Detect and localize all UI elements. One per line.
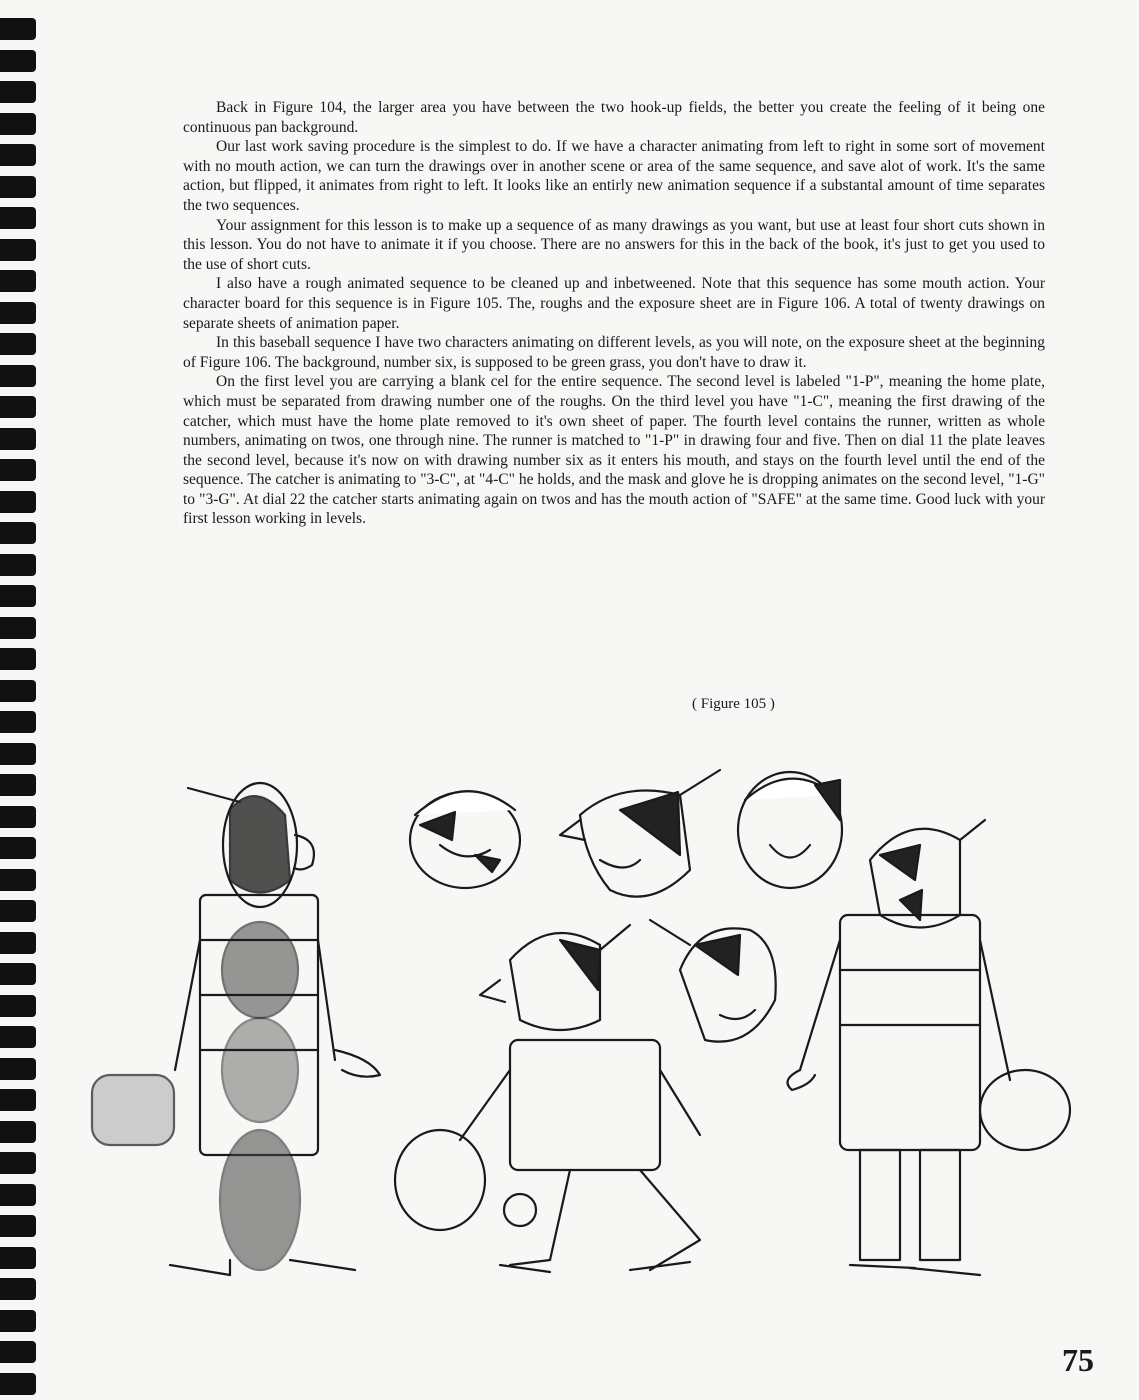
- catcher-head-sketch-1: [410, 791, 520, 888]
- binding-hole: [0, 680, 36, 702]
- binding-hole: [0, 711, 36, 733]
- binding-hole: [0, 1026, 36, 1048]
- binding-hole: [0, 1121, 36, 1143]
- binding-hole: [0, 113, 36, 135]
- standing-catcher-figure: [788, 820, 1071, 1275]
- binding-hole: [0, 648, 36, 670]
- binding-hole: [0, 207, 36, 229]
- binding-hole: [0, 270, 36, 292]
- binding-hole: [0, 428, 36, 450]
- binding-hole: [0, 932, 36, 954]
- binding-hole: [0, 1310, 36, 1332]
- binding-hole: [0, 1152, 36, 1174]
- binding-hole: [0, 837, 36, 859]
- catcher-head-sketch-3: [738, 772, 842, 888]
- binding-hole: [0, 81, 36, 103]
- binding-hole: [0, 774, 36, 796]
- paragraph-4: I also have a rough animated sequence to be cleaned up and inbetweened. Note that this sequence has some mouth action. Your character board for this sequence is in Figure 105. The, roughs and the exposure sheet are in Figure 106. A total of twenty drawings on separate sheets of animation paper.: [183, 275, 1045, 332]
- paragraph-2: Our last work saving procedure is the simplest to do. If we have a character animating from left to right in some sort of movement with no mouth action, we can turn the drawings over in another scene or area of the same sequence, and save alot of work. It's the same action, but flipped, it animates from right to left. It looks like an entirly new animation sequence if a substantal amount of time separates the two sequences.: [183, 138, 1045, 214]
- binding-hole: [0, 18, 36, 40]
- binding-hole: [0, 1215, 36, 1237]
- binding-hole: [0, 365, 36, 387]
- binding-hole: [0, 491, 36, 513]
- page-number: 75: [1062, 1342, 1094, 1378]
- binding-hole: [0, 396, 36, 418]
- spiral-binding: [0, 0, 40, 1400]
- paragraph-1: Back in Figure 104, the larger area you have between the two hook-up fields, the better you create the feeling of it being one continuous pan background.: [183, 99, 1045, 136]
- catcher-head-sketch-4: [650, 920, 776, 1042]
- catcher-head-sketch-2: [560, 770, 720, 897]
- binding-hole: [0, 900, 36, 922]
- binding-hole: [0, 1373, 36, 1395]
- rough-catcher-figure: [92, 783, 380, 1275]
- binding-hole: [0, 176, 36, 198]
- binding-hole: [0, 995, 36, 1017]
- binding-hole: [0, 869, 36, 891]
- figure-caption: ( Figure 105 ): [692, 696, 775, 712]
- binding-hole: [0, 302, 36, 324]
- binding-hole: [0, 554, 36, 576]
- crouching-catcher-figure: [395, 925, 700, 1272]
- binding-hole: [0, 144, 36, 166]
- binding-hole: [0, 459, 36, 481]
- binding-hole: [0, 1341, 36, 1363]
- binding-hole: [0, 522, 36, 544]
- paragraph-3: Your assignment for this lesson is to make up a sequence of as many drawings as you want, but use at least four short cuts shown in this lesson. You do not have to animate it if you choose. There are no answers for this in the back of the book, it's just to get you used to the use of short cuts.: [183, 216, 1045, 273]
- binding-hole: [0, 1058, 36, 1080]
- binding-hole: [0, 617, 36, 639]
- binding-hole: [0, 743, 36, 765]
- binding-hole: [0, 239, 36, 261]
- binding-hole: [0, 963, 36, 985]
- binding-hole: [0, 1278, 36, 1300]
- binding-hole: [0, 1184, 36, 1206]
- paragraph-5: In this baseball sequence I have two characters animating on different levels, as you will note, on the exposure sheet at the beginning of Figure 106. The background, number six, is supposed to be green grass, you don't have to draw it.: [183, 334, 1045, 371]
- body-text: [183, 98, 1045, 529]
- paragraph-6: On the first level you are carrying a blank cel for the entire sequence. The second level is labeled "1-P", meaning the home plate, which must be separated from drawing number one of the roughs. On the third level you have "1-C", meaning the first drawing of the catcher, which must have the home plate removed to it's own sheet of paper. The fourth level contains the runner, written as whole numbers, animating on twos, one through nine. The runner is matched to "1-P" in drawing four and five. Then on dial 11 the plate leaves the second level, because it's now on with drawing number six as it enters his mouth, and stays on the fourth level until the end of the sequence. The catcher is animating to "3-C", at "4-C" he holds, and the mask and glove he is dropping animates on the second level, "1-G" to "3-G". At dial 22 the catcher starts animating again on twos and has the mouth action of "SAFE" at the same time. Good luck with your first lesson working in levels.: [183, 373, 1045, 528]
- binding-hole: [0, 1247, 36, 1269]
- binding-hole: [0, 333, 36, 355]
- catcher-character-sketches: [80, 740, 1100, 1300]
- binding-hole: [0, 50, 36, 72]
- binding-hole: [0, 806, 36, 828]
- binding-hole: [0, 585, 36, 607]
- binding-hole: [0, 1089, 36, 1111]
